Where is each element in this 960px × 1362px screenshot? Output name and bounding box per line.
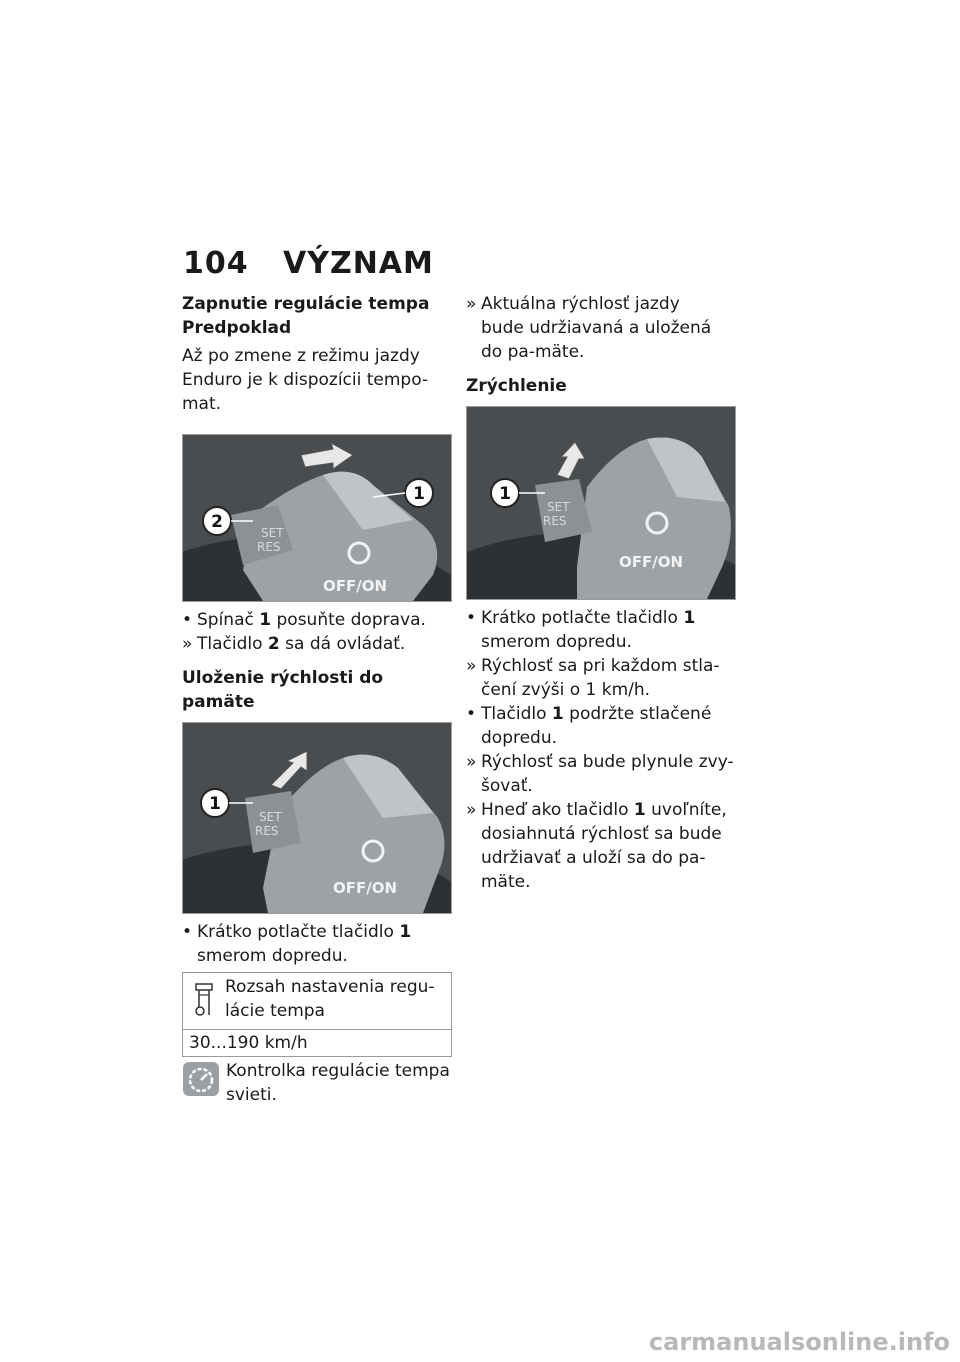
steps-store <box>182 920 452 968</box>
steps-store-result <box>466 292 738 364</box>
list-item: » Aktuálna rýchlosť jazdy bude udržiavaná a uložená do pa-mäte. <box>466 294 712 362</box>
list-item: • Spínač 1 posuňte doprava. <box>182 610 426 630</box>
section-heading-accelerate: Zrýchlenie <box>466 376 567 396</box>
indicator-note-text: Kontrolka regulácie tempa svieti. <box>226 1061 450 1105</box>
spec-value: 30...190 km/h <box>189 1033 308 1053</box>
list-item: » Rýchlosť sa bude plynule zvy-šovať. <box>466 752 734 796</box>
watermark: carmanualsonline.info <box>648 1328 950 1356</box>
res-label: RES <box>255 824 279 838</box>
res-label: RES <box>543 514 567 528</box>
callout-1: 1 <box>499 484 511 504</box>
callout-1: 1 <box>413 484 425 504</box>
res-label: RES <box>257 540 281 554</box>
set-label: SET <box>259 810 282 824</box>
section-heading-enable: Zapnutie regulácie tempa <box>182 294 430 314</box>
steps-accelerate <box>466 606 738 894</box>
cruise-control-indicator-icon <box>182 1059 226 1107</box>
set-label: SET <box>261 526 284 540</box>
list-item: » Tlačidlo 2 sa dá ovládať. <box>182 634 406 654</box>
list-item: » Hneď ako tlačidlo 1 uvoľníte, dosiahnutá rýchlosť sa bude udržiavať a uloží sa do pa-mäte. <box>466 800 727 892</box>
figure-cruise-switch-store <box>182 722 452 914</box>
specification-icon <box>183 973 225 1029</box>
list-item: • Tlačidlo 1 podržte stlačené dopredu. <box>466 704 712 748</box>
list-item: » Rýchlosť sa pri každom stla-čení zvýši o 1 km/h. <box>466 656 720 700</box>
page-header <box>183 246 434 281</box>
left-column <box>182 292 452 1107</box>
indicator-note <box>182 1059 452 1107</box>
spec-table <box>182 972 452 1057</box>
callout-1: 1 <box>209 794 221 814</box>
prerequisite-heading: Predpoklad <box>182 318 292 338</box>
prerequisite-text: Až po zmene z režimu jazdy Enduro je k dispozícii tempo-mat. <box>182 346 429 414</box>
spec-label: Rozsah nastavenia regu-lácie tempa <box>225 977 435 1021</box>
page-number: 104 <box>183 246 249 281</box>
list-item: • Krátko potlačte tlačidlo 1 smerom dopredu. <box>182 922 412 966</box>
offon-label: OFF/ON <box>333 879 398 897</box>
list-item: • Krátko potlačte tlačidlo 1 smerom dopredu. <box>466 608 696 652</box>
figure-cruise-switch-accelerate <box>466 406 736 600</box>
figure-cruise-switch-enable <box>182 434 452 602</box>
offon-label: OFF/ON <box>323 577 388 595</box>
chapter-title: VÝZNAM <box>283 246 434 281</box>
callout-2: 2 <box>211 512 223 532</box>
set-label: SET <box>547 500 570 514</box>
right-column <box>466 292 738 894</box>
steps-enable <box>182 608 452 656</box>
offon-label: OFF/ON <box>619 553 684 571</box>
section-heading-store: Uloženie rýchlosti do pamäte <box>182 668 384 712</box>
